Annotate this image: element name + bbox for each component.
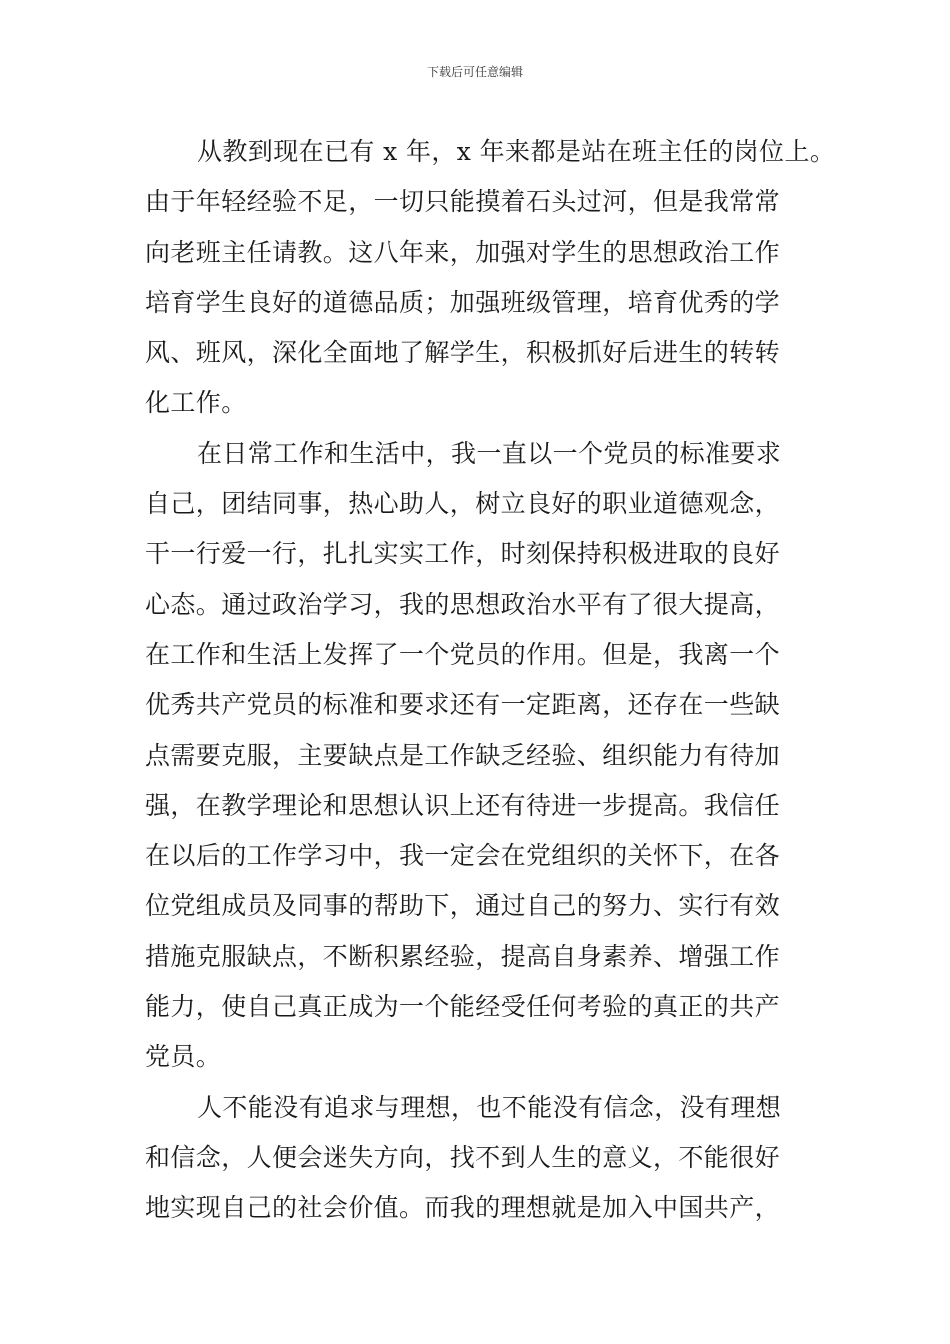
text-line: 点需要克服，主要缺点是工作缺乏经验、组织能力有待加 <box>145 740 781 770</box>
text-line: 从教到现在已有 x 年，x 年来都是站在班主任的岗位上。 <box>197 137 836 166</box>
text-line: 人不能没有追求与理想，也不能没有信念，没有理想 <box>197 1092 782 1122</box>
text-line: 在工作和生活上发挥了一个党员的作用。但是，我离一个 <box>145 639 781 669</box>
text-line: 在以后的工作学习中，我一定会在党组织的关怀下，在各 <box>145 841 781 871</box>
paragraph-1 <box>145 127 836 429</box>
text-line: 和信念，人便会迷失方向，找不到人生的意义，不能很好 <box>145 1142 781 1172</box>
text-line: 措施克服缺点，不断积累经验，提高自身素养、增强工作 <box>145 941 781 971</box>
paragraph-3 <box>145 1083 810 1234</box>
text-line: 地实现自己的社会价值。而我的理想就是加入中国共产， <box>145 1193 781 1223</box>
text-line: 心态。通过政治学习，我的思想政治水平有了很大提高， <box>145 589 781 619</box>
text-line: 优秀共产党员的标准和要求还有一定距离，还存在一些缺 <box>145 690 781 720</box>
paragraph-2 <box>145 429 810 1083</box>
text-line: 向老班主任请教。这八年来，加强对学生的思想政治工作 <box>145 237 781 267</box>
text-line: 能力，使自己真正成为一个能经受任何考验的真正的共产 <box>145 992 781 1022</box>
text-line: 党员。 <box>145 1042 222 1072</box>
text-line: 培育学生良好的道德品质；加强班级管理，培育优秀的学 <box>145 287 781 317</box>
text-line: 自己，团结同事，热心助人，树立良好的职业道德观念， <box>145 489 781 519</box>
text-line: 强，在教学理论和思想认识上还有待进一步提高。我信任 <box>145 790 781 820</box>
text-line: 由于年轻经验不足，一切只能摸着石头过河，但是我常常 <box>145 187 781 217</box>
text-line: 化工作。 <box>145 388 247 418</box>
text-line: 位党组成员及同事的帮助下，通过自己的努力、实行有效 <box>145 891 781 921</box>
page-header: 下载后可任意编辑 <box>426 65 523 79</box>
text-line: 风、班风，深化全面地了解学生，积极抓好后进生的转转 <box>145 338 781 368</box>
text-line: 在日常工作和生活中，我一直以一个党员的标准要求 <box>197 438 782 468</box>
text-line: 干一行爱一行，扎扎实实工作，时刻保持积极进取的良好 <box>145 539 781 569</box>
document-body <box>145 127 836 1234</box>
